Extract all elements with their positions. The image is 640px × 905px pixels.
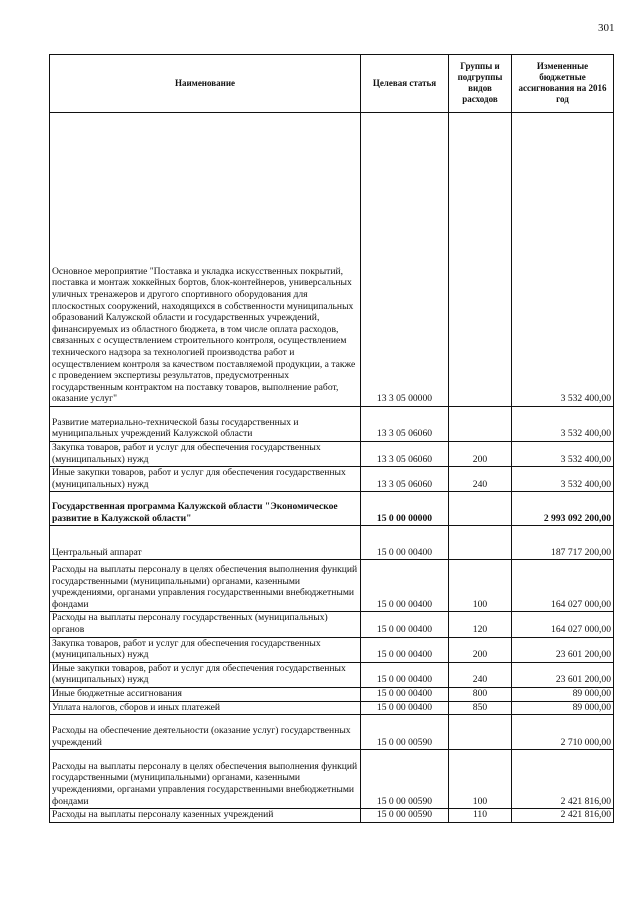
row-allocation-cell: 23 601 200,00	[512, 637, 614, 662]
column-header-allocation: Измененные бюджетные ассигнования на 2016 год	[512, 55, 614, 113]
table-row	[50, 637, 614, 662]
table-row	[50, 715, 614, 750]
column-header-expense-group: Группы и подгруппы видов расходов	[449, 55, 512, 113]
row-expense-group-cell	[449, 113, 512, 407]
table-row	[50, 442, 614, 467]
row-target-article-cell: 15 0 00 00590	[361, 809, 449, 823]
row-expense-group-cell: 200	[449, 442, 512, 467]
row-allocation-cell: 3 532 400,00	[512, 467, 614, 492]
row-target-article-cell: 15 0 00 00400	[361, 637, 449, 662]
page-number: 301	[598, 22, 615, 34]
row-allocation-cell: 2 710 000,00	[512, 715, 614, 750]
row-name-cell: Закупка товаров, работ и услуг для обеспечения государственных (муниципальных) нужд	[50, 637, 361, 662]
row-name-cell: Закупка товаров, работ и услуг для обеспечения государственных (муниципальных) нужд	[50, 442, 361, 467]
row-name-cell: Иные бюджетные ассигнования	[50, 687, 361, 701]
row-allocation-cell: 187 717 200,00	[512, 526, 614, 560]
table-row	[50, 662, 614, 687]
row-allocation-cell: 89 000,00	[512, 687, 614, 701]
row-expense-group-cell: 200	[449, 637, 512, 662]
row-expense-group-cell: 850	[449, 701, 512, 715]
row-name-cell: Основное мероприятие "Поставка и укладка искусственных покрытий, поставка и монтаж хоккейных бортов, блок-контейнеров, универсальных уличных тренажеров и другого спортивного оборудования для плоскостных сооружений, находящихся в собственности муниципальных образований Калужской области и государственных учреждений, финансируемых из областного бюджета, в том числе оплата расходов, связанных с осуществлением строительного контроля, осуществлением технического надзора за технологией производства работ и осуществлением контроля за качеством поставляемой продукции, а также с проведением экспертизы результатов, предусмотренных государственным контрактом на поставку товаров, выполнение работ, оказание услуг"	[50, 113, 361, 407]
column-header-target-article: Целевая статья	[361, 55, 449, 113]
row-target-article-cell: 15 0 00 00590	[361, 750, 449, 809]
row-allocation-cell: 3 532 400,00	[512, 407, 614, 442]
row-expense-group-cell: 240	[449, 662, 512, 687]
row-name-cell: Уплата налогов, сборов и иных платежей	[50, 701, 361, 715]
row-name-cell: Развитие материально-технической базы государственных и муниципальных учреждений Калужской области	[50, 407, 361, 442]
row-allocation-cell: 2 421 816,00	[512, 750, 614, 809]
row-name-cell: Центральный аппарат	[50, 526, 361, 560]
row-name-cell: Расходы на выплаты персоналу в целях обеспечения выполнения функций государственными (муниципальными) органами, казенными учреждениями, органами управления государственными внебюджетными фондами	[50, 750, 361, 809]
row-name-cell: Расходы на выплаты персоналу государственных (муниципальных) органов	[50, 612, 361, 637]
row-target-article-cell: 15 0 00 00400	[361, 560, 449, 612]
row-expense-group-cell: 800	[449, 687, 512, 701]
row-expense-group-cell: 100	[449, 750, 512, 809]
row-target-article-cell: 13 3 05 00000	[361, 113, 449, 407]
row-name-cell: Расходы на выплаты персоналу казенных учреждений	[50, 809, 361, 823]
row-name-cell: Иные закупки товаров, работ и услуг для обеспечения государственных (муниципальных) нужд	[50, 662, 361, 687]
row-allocation-cell: 164 027 000,00	[512, 612, 614, 637]
row-expense-group-cell	[449, 407, 512, 442]
table-row	[50, 612, 614, 637]
row-target-article-cell: 15 0 00 00400	[361, 701, 449, 715]
row-target-article-cell: 13 3 05 06060	[361, 442, 449, 467]
row-allocation-cell: 3 532 400,00	[512, 442, 614, 467]
row-name-cell: Государственная программа Калужской области "Экономическое развитие в Калужской области"	[50, 492, 361, 526]
table-row	[50, 526, 614, 560]
row-expense-group-cell: 120	[449, 612, 512, 637]
row-target-article-cell: 15 0 00 00400	[361, 687, 449, 701]
table-row	[50, 407, 614, 442]
table-row	[50, 809, 614, 823]
row-expense-group-cell: 100	[449, 560, 512, 612]
row-name-cell: Расходы на обеспечение деятельности (оказание услуг) государственных учреждений	[50, 715, 361, 750]
row-target-article-cell: 15 0 00 00590	[361, 715, 449, 750]
row-target-article-cell: 15 0 00 00400	[361, 612, 449, 637]
table-row	[50, 687, 614, 701]
header-row	[50, 55, 614, 113]
row-allocation-cell: 2 993 092 200,00	[512, 492, 614, 526]
row-expense-group-cell	[449, 715, 512, 750]
row-allocation-cell: 89 000,00	[512, 701, 614, 715]
row-name-cell: Расходы на выплаты персоналу в целях обеспечения выполнения функций государственными (муниципальными) органами, казенными учреждениями, органами управления государственными внебюджетными фондами	[50, 560, 361, 612]
row-expense-group-cell	[449, 526, 512, 560]
table-row	[50, 701, 614, 715]
row-target-article-cell: 15 0 00 00400	[361, 662, 449, 687]
table-row	[50, 492, 614, 526]
row-target-article-cell: 13 3 05 06060	[361, 407, 449, 442]
budget-table	[49, 54, 614, 823]
row-allocation-cell: 2 421 816,00	[512, 809, 614, 823]
table-row	[50, 113, 614, 407]
row-expense-group-cell: 110	[449, 809, 512, 823]
table-row	[50, 750, 614, 809]
row-target-article-cell: 15 0 00 00000	[361, 492, 449, 526]
table-row	[50, 467, 614, 492]
row-expense-group-cell	[449, 492, 512, 526]
row-target-article-cell: 13 3 05 06060	[361, 467, 449, 492]
column-header-name: Наименование	[50, 55, 361, 113]
row-name-cell: Иные закупки товаров, работ и услуг для обеспечения государственных (муниципальных) нужд	[50, 467, 361, 492]
row-target-article-cell: 15 0 00 00400	[361, 526, 449, 560]
table-row	[50, 560, 614, 612]
row-allocation-cell: 23 601 200,00	[512, 662, 614, 687]
row-allocation-cell: 3 532 400,00	[512, 113, 614, 407]
row-expense-group-cell: 240	[449, 467, 512, 492]
row-allocation-cell: 164 027 000,00	[512, 560, 614, 612]
